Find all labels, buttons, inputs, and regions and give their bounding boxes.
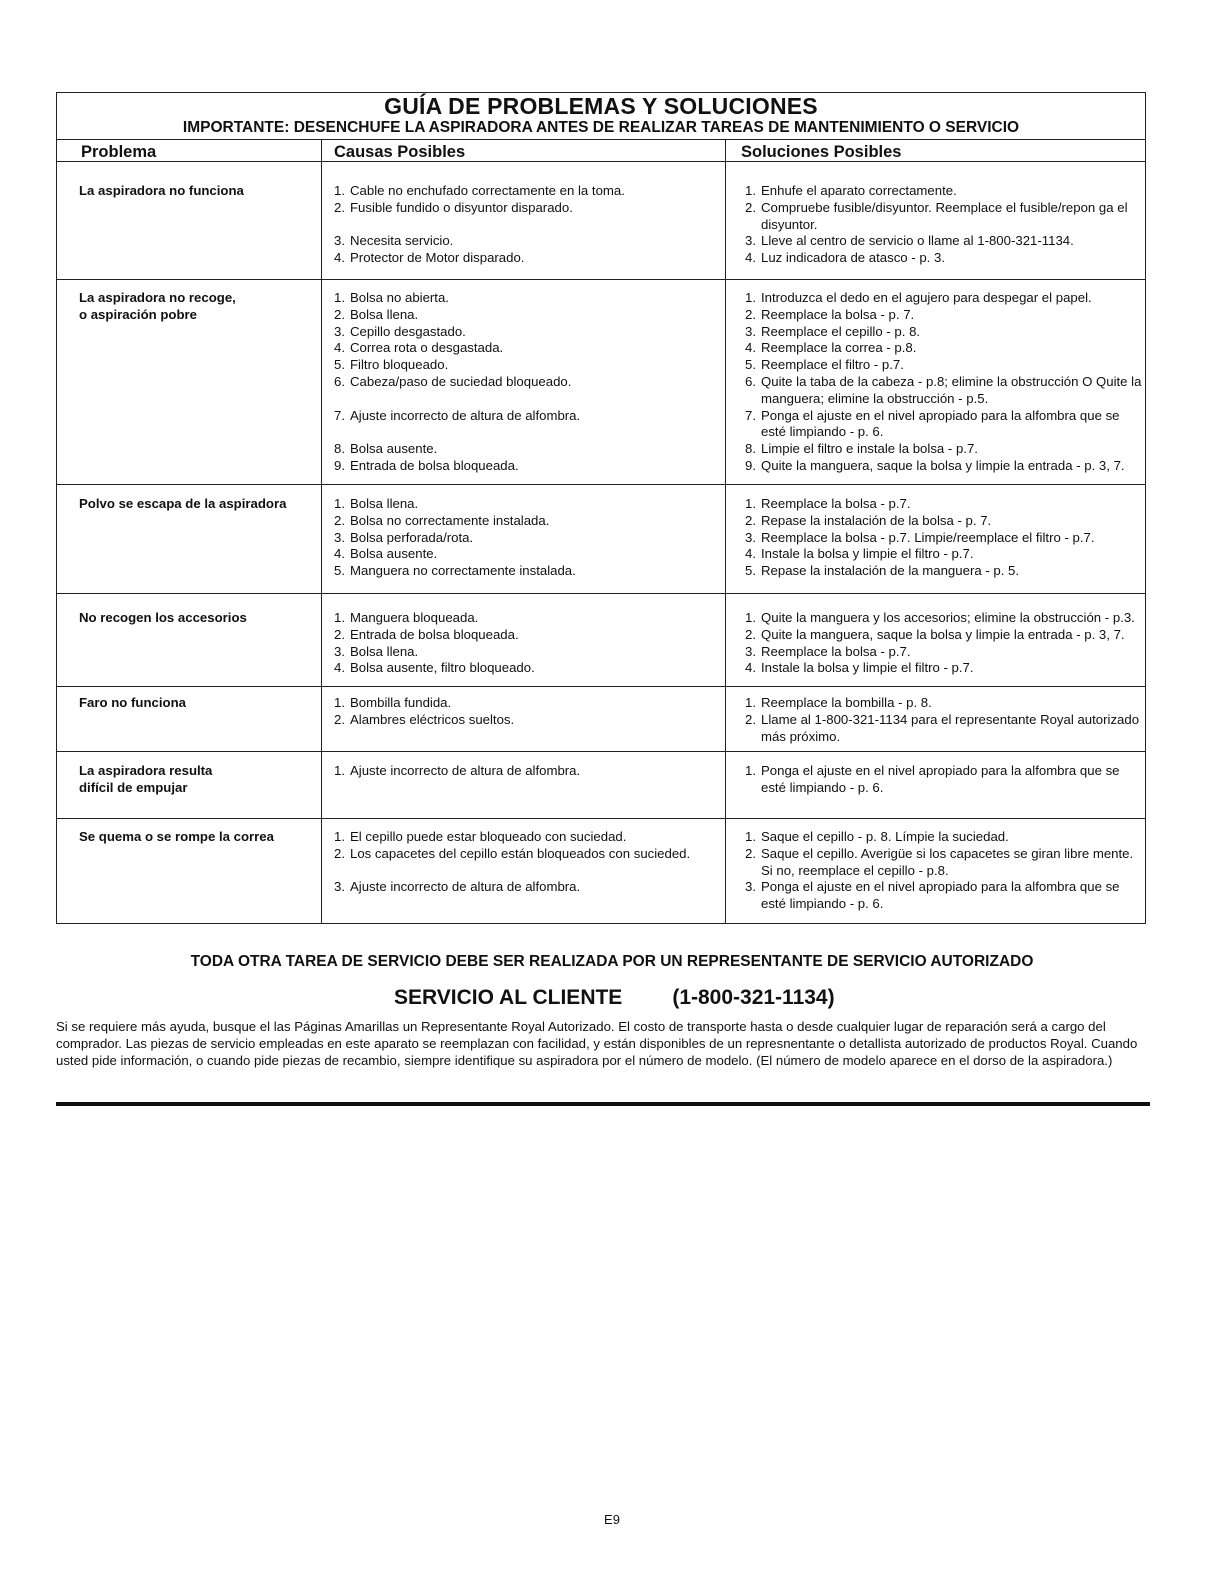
solution-item: [745, 290, 1143, 307]
item-number: 2.: [334, 845, 345, 861]
item-text: Repase la instalación de la bolsa - p. 7.: [761, 512, 992, 528]
problem-cell: [79, 829, 317, 846]
item-number: 3.: [745, 233, 756, 249]
item-text: Quite la manguera, saque la bolsa y limpie la entrada - p. 3, 7.: [761, 457, 1125, 473]
item-number: 1.: [745, 183, 756, 198]
item-text: Reemplace el cepillo - p. 8.: [761, 323, 921, 339]
item-text: Ponga el ajuste en el nivel apropiado para la alfombra que se esté limpiando - p. 6.: [761, 879, 1120, 912]
item-number: 3.: [334, 879, 345, 895]
item-text: Bolsa perforada/rota.: [350, 529, 474, 545]
item-number: 1.: [334, 695, 345, 710]
cause-item: [334, 660, 724, 677]
item-number: 4.: [745, 340, 756, 356]
item-text: Correa rota o desgastada.: [350, 340, 504, 356]
column-header-solutions: Soluciones Posibles: [741, 143, 902, 161]
problem-cell: [79, 695, 317, 712]
item-text: Lleve al centro de servicio o llame al 1-800-321-1134.: [761, 233, 1074, 249]
item-number: 2.: [745, 711, 756, 727]
item-text: Saque el cepillo - p. 8. Límpie la suciedad.: [761, 829, 1009, 844]
item-number: 4.: [745, 250, 756, 266]
item-number: 8.: [745, 441, 756, 457]
cause-item: [334, 183, 724, 200]
column-divider: [321, 139, 322, 923]
item-text: Reemplace la bolsa - p.7. Limpie/reemplace el filtro - p.7.: [761, 529, 1095, 545]
cause-item: [334, 250, 724, 267]
causes-cell: [334, 610, 724, 677]
item-text: Introduzca el dedo en el agujero para despegar el papel.: [761, 290, 1092, 305]
cause-item: [334, 546, 724, 563]
bottom-rule: [56, 1102, 1150, 1106]
solutions-cell: [745, 183, 1143, 267]
item-number: 2.: [334, 199, 345, 215]
item-text: Saque el cepillo. Averigüe si los capacetes se giran libre mente. Si no, reemplace el cepillo - p.8.: [761, 845, 1134, 878]
row-divider: [57, 751, 1145, 752]
item-number: 4.: [334, 250, 345, 266]
cause-item: [334, 712, 724, 729]
item-number: 5.: [334, 357, 345, 373]
row-divider: [57, 686, 1145, 687]
page-title: GUÍA DE PROBLEMAS Y SOLUCIONES: [384, 93, 818, 119]
item-text: Manguera no correctamente instalada.: [350, 563, 576, 579]
item-number: 5.: [745, 357, 756, 373]
item-number: 4.: [334, 546, 345, 562]
solution-item: [745, 324, 1143, 341]
cause-item: [334, 846, 724, 863]
item-number: 2.: [745, 306, 756, 322]
solution-item: [745, 530, 1143, 547]
service-paragraph: Si se requiere más ayuda, busque el las Páginas Amarillas un Representante Royal Autorizado. El costo de transporte hasta o desde cualquier lugar de reparación será a cargo del comprador. Las piezas de servicio empleadas en este aparato se reemplazan con facilidad, y están disponibles de un represnentante o detallista autorizado de productos Royal. Cuando usted pide información, o cuando pide piezas de recambio, siempre identifique su aspiradora por el número de modelo. (El número de modelo aparece en el dorso de la aspiradora.): [56, 1019, 1138, 1068]
cause-item: [334, 530, 724, 547]
item-text: Reemplace el filtro - p.7.: [761, 357, 904, 373]
solution-item: [745, 879, 1143, 913]
item-number: 3.: [334, 233, 345, 249]
solution-item: [745, 183, 1143, 200]
problem-text: o aspiración pobre: [79, 306, 197, 322]
item-number: 1.: [745, 290, 756, 305]
item-text: Luz indicadora de atasco - p. 3.: [761, 250, 946, 266]
item-number: 4.: [334, 660, 345, 676]
item-text: Instale la bolsa y limpie el filtro - p.7.: [761, 660, 974, 676]
problem-cell: [79, 183, 317, 200]
cause-item: [334, 408, 724, 425]
item-number: 1.: [334, 183, 345, 198]
cause-item: [334, 829, 724, 846]
item-text: Reemplace la bolsa - p. 7.: [761, 306, 915, 322]
cause-item: [334, 610, 724, 627]
troubleshooting-table: [56, 92, 1146, 924]
item-text: Quite la taba de la cabeza - p.8; elimine la obstrucción O Quite la manguera; elimine la obstrucción - p.5.: [761, 373, 1142, 406]
item-number: 9.: [334, 457, 345, 473]
solutions-cell: [745, 829, 1143, 913]
item-text: Ponga el ajuste en el nivel apropiado para la alfombra que se esté limpiando - p. 6.: [761, 407, 1120, 440]
cause-item: [334, 563, 724, 580]
cause-item: [334, 644, 724, 661]
problem-text: La aspiradora no funciona: [79, 183, 244, 198]
item-text: Reemplace la bolsa - p.7.: [761, 643, 911, 659]
item-text: Reemplace la bombilla - p. 8.: [761, 695, 932, 710]
item-number: 3.: [745, 323, 756, 339]
solutions-cell: [745, 496, 1143, 580]
item-number: 7.: [334, 407, 345, 423]
item-number: 3.: [334, 529, 345, 545]
item-number: 4.: [334, 340, 345, 356]
item-text: Ajuste incorrecto de altura de alfombra.: [350, 763, 581, 778]
item-number: 1.: [334, 763, 345, 778]
problem-text: difícil de empujar: [79, 779, 188, 795]
cause-item: [334, 324, 724, 341]
item-number: 1.: [745, 763, 756, 778]
solution-item: [745, 627, 1143, 644]
problem-text: Polvo se escapa de la aspiradora: [79, 496, 287, 511]
cause-item: [334, 290, 724, 307]
item-number: 5.: [745, 563, 756, 579]
item-number: 3.: [745, 643, 756, 659]
item-text: Entrada de bolsa bloqueada.: [350, 626, 519, 642]
item-text: Bolsa llena.: [350, 643, 419, 659]
item-text: Bolsa no correctamente instalada.: [350, 512, 550, 528]
item-number: 1.: [334, 829, 345, 844]
solution-item: [745, 250, 1143, 267]
customer-service-heading: [394, 986, 835, 1010]
item-number: 8.: [334, 441, 345, 457]
solution-item: [745, 374, 1143, 408]
item-number: 2.: [745, 626, 756, 642]
service-notice: TODA OTRA TAREA DE SERVICIO DEBE SER REALIZADA POR UN REPRESENTANTE DE SERVICIO AUTORIZADO: [190, 953, 1034, 970]
cause-item: [334, 340, 724, 357]
solution-item: [745, 763, 1143, 797]
problem-cell: [79, 610, 317, 627]
solution-item: [745, 829, 1143, 846]
problem-text: La aspiradora no recoge,: [79, 290, 236, 305]
item-number: 2.: [745, 512, 756, 528]
service-label: SERVICIO AL CLIENTE: [394, 986, 623, 1009]
item-text: Necesita servicio.: [350, 233, 454, 249]
item-number: 4.: [745, 660, 756, 676]
item-text: Manguera bloqueada.: [350, 610, 479, 625]
solution-item: [745, 200, 1143, 234]
item-text: Quite la manguera, saque la bolsa y limpie la entrada - p. 3, 7.: [761, 626, 1125, 642]
item-text: Repase la instalación de la manguera - p. 5.: [761, 563, 1020, 579]
item-text: Quite la manguera y los accesorios; elimine la obstrucción - p.3.: [761, 610, 1135, 625]
item-text: Ponga el ajuste en el nivel apropiado para la alfombra que se esté limpiando - p. 6.: [761, 763, 1120, 795]
cause-item: [334, 763, 724, 780]
item-number: 2.: [745, 845, 756, 861]
header-top-rule: [57, 139, 1145, 140]
problem-cell: [79, 763, 317, 797]
item-number: 1.: [745, 695, 756, 710]
problem-cell: [79, 496, 317, 513]
causes-cell: [334, 496, 724, 580]
solution-item: [745, 546, 1143, 563]
causes-cell: [334, 183, 724, 267]
item-text: Cepillo desgastado.: [350, 323, 466, 339]
item-text: Enhufe el aparato correctamente.: [761, 183, 957, 198]
item-number: 2.: [334, 306, 345, 322]
item-text: Fusible fundido o disyuntor disparado.: [350, 199, 573, 215]
item-text: Compruebe fusible/disyuntor. Reemplace el fusible/repon ga el disyuntor.: [761, 199, 1128, 232]
cause-item: [334, 200, 724, 217]
item-text: Bolsa ausente.: [350, 546, 438, 562]
item-text: Bolsa llena.: [350, 306, 419, 322]
item-number: 1.: [334, 290, 345, 305]
item-number: 9.: [745, 457, 756, 473]
solutions-cell: [745, 290, 1143, 475]
solution-item: [745, 441, 1143, 458]
column-divider: [725, 139, 726, 923]
item-number: 2.: [334, 512, 345, 528]
item-text: El cepillo puede estar bloqueado con suciedad.: [350, 829, 627, 844]
solutions-cell: [745, 763, 1143, 797]
problem-text: La aspiradora resulta: [79, 763, 213, 778]
solution-item: [745, 712, 1143, 746]
cause-item: [334, 458, 724, 475]
column-header-causes: Causas Posibles: [334, 143, 466, 161]
item-text: Alambres eléctricos sueltos.: [350, 711, 515, 727]
item-number: 3.: [334, 323, 345, 339]
item-text: Bombilla fundida.: [350, 695, 452, 710]
cause-item: [334, 879, 724, 896]
important-notice: IMPORTANTE: DESENCHUFE LA ASPIRADORA ANTES DE REALIZAR TAREAS DE MANTENIMIENTO O SERVICIO: [182, 119, 1020, 136]
solution-item: [745, 458, 1143, 475]
row-divider: [57, 279, 1145, 280]
causes-cell: [334, 695, 724, 729]
item-number: 5.: [334, 563, 345, 579]
item-number: 4.: [745, 546, 756, 562]
solution-item: [745, 610, 1143, 627]
item-number: 7.: [745, 407, 756, 423]
causes-cell: [334, 290, 724, 475]
row-divider: [57, 593, 1145, 594]
item-text: Bolsa no abierta.: [350, 290, 449, 305]
item-number: 6.: [334, 373, 345, 389]
solution-item: [745, 563, 1143, 580]
item-text: Limpie el filtro e instale la bolsa - p.7.: [761, 441, 978, 457]
item-number: 1.: [745, 610, 756, 625]
problem-text: Se quema o se rompe la correa: [79, 829, 274, 844]
item-number: 3.: [745, 879, 756, 895]
item-text: Bolsa llena.: [350, 496, 419, 511]
solutions-cell: [745, 610, 1143, 677]
problem-text: No recogen los accesorios: [79, 610, 247, 625]
solution-item: [745, 408, 1143, 442]
solution-item: [745, 644, 1143, 661]
solution-item: [745, 357, 1143, 374]
cause-item: [334, 374, 724, 391]
row-divider: [57, 484, 1145, 485]
solution-item: [745, 660, 1143, 677]
item-text: Entrada de bolsa bloqueada.: [350, 457, 519, 473]
solutions-cell: [745, 695, 1143, 745]
problem-text: Faro no funciona: [79, 695, 186, 710]
item-number: 3.: [745, 529, 756, 545]
cause-item: [334, 441, 724, 458]
cause-item: [334, 496, 724, 513]
item-number: 1.: [745, 496, 756, 511]
page-number: E9: [604, 1512, 620, 1527]
item-text: Instale la bolsa y limpie el filtro - p.7.: [761, 546, 974, 562]
problem-cell: [79, 290, 317, 324]
column-header-problem: Problema: [81, 143, 157, 161]
solution-item: [745, 513, 1143, 530]
item-number: 3.: [334, 643, 345, 659]
solution-item: [745, 846, 1143, 880]
item-number: 1.: [334, 610, 345, 625]
item-text: Reemplace la bolsa - p.7.: [761, 496, 911, 511]
item-number: 2.: [334, 711, 345, 727]
item-text: Llame al 1-800-321-1134 para el representante Royal autorizado más próximo.: [761, 711, 1140, 744]
item-text: Ajuste incorrecto de altura de alfombra.: [350, 407, 581, 423]
item-text: Ajuste incorrecto de altura de alfombra.: [350, 879, 581, 895]
item-text: Cabeza/paso de suciedad bloqueado.: [350, 373, 572, 389]
cause-item: [334, 695, 724, 712]
solution-item: [745, 695, 1143, 712]
item-text: Los capacetes del cepillo están bloqueados con sucieded.: [350, 845, 691, 861]
item-text: Cable no enchufado correctamente en la toma.: [350, 183, 625, 198]
item-text: Bolsa ausente, filtro bloqueado.: [350, 660, 535, 676]
item-number: 1.: [334, 496, 345, 511]
item-number: 2.: [745, 199, 756, 215]
causes-cell: [334, 829, 724, 896]
item-number: 6.: [745, 373, 756, 389]
solution-item: [745, 233, 1143, 250]
solution-item: [745, 340, 1143, 357]
cause-item: [334, 307, 724, 324]
item-text: Reemplace la correa - p.8.: [761, 340, 917, 356]
item-number: 1.: [745, 829, 756, 844]
cause-item: [334, 233, 724, 250]
solution-item: [745, 307, 1143, 324]
item-number: 2.: [334, 626, 345, 642]
item-text: Protector de Motor disparado.: [350, 250, 525, 266]
service-phone: (1-800-321-1134): [672, 986, 835, 1009]
cause-item: [334, 513, 724, 530]
cause-item: [334, 627, 724, 644]
item-text: Filtro bloqueado.: [350, 357, 449, 373]
causes-cell: [334, 763, 724, 780]
solution-item: [745, 496, 1143, 513]
row-divider: [57, 818, 1145, 819]
header-bottom-rule: [57, 161, 1145, 162]
item-text: Bolsa ausente.: [350, 441, 438, 457]
cause-item: [334, 357, 724, 374]
